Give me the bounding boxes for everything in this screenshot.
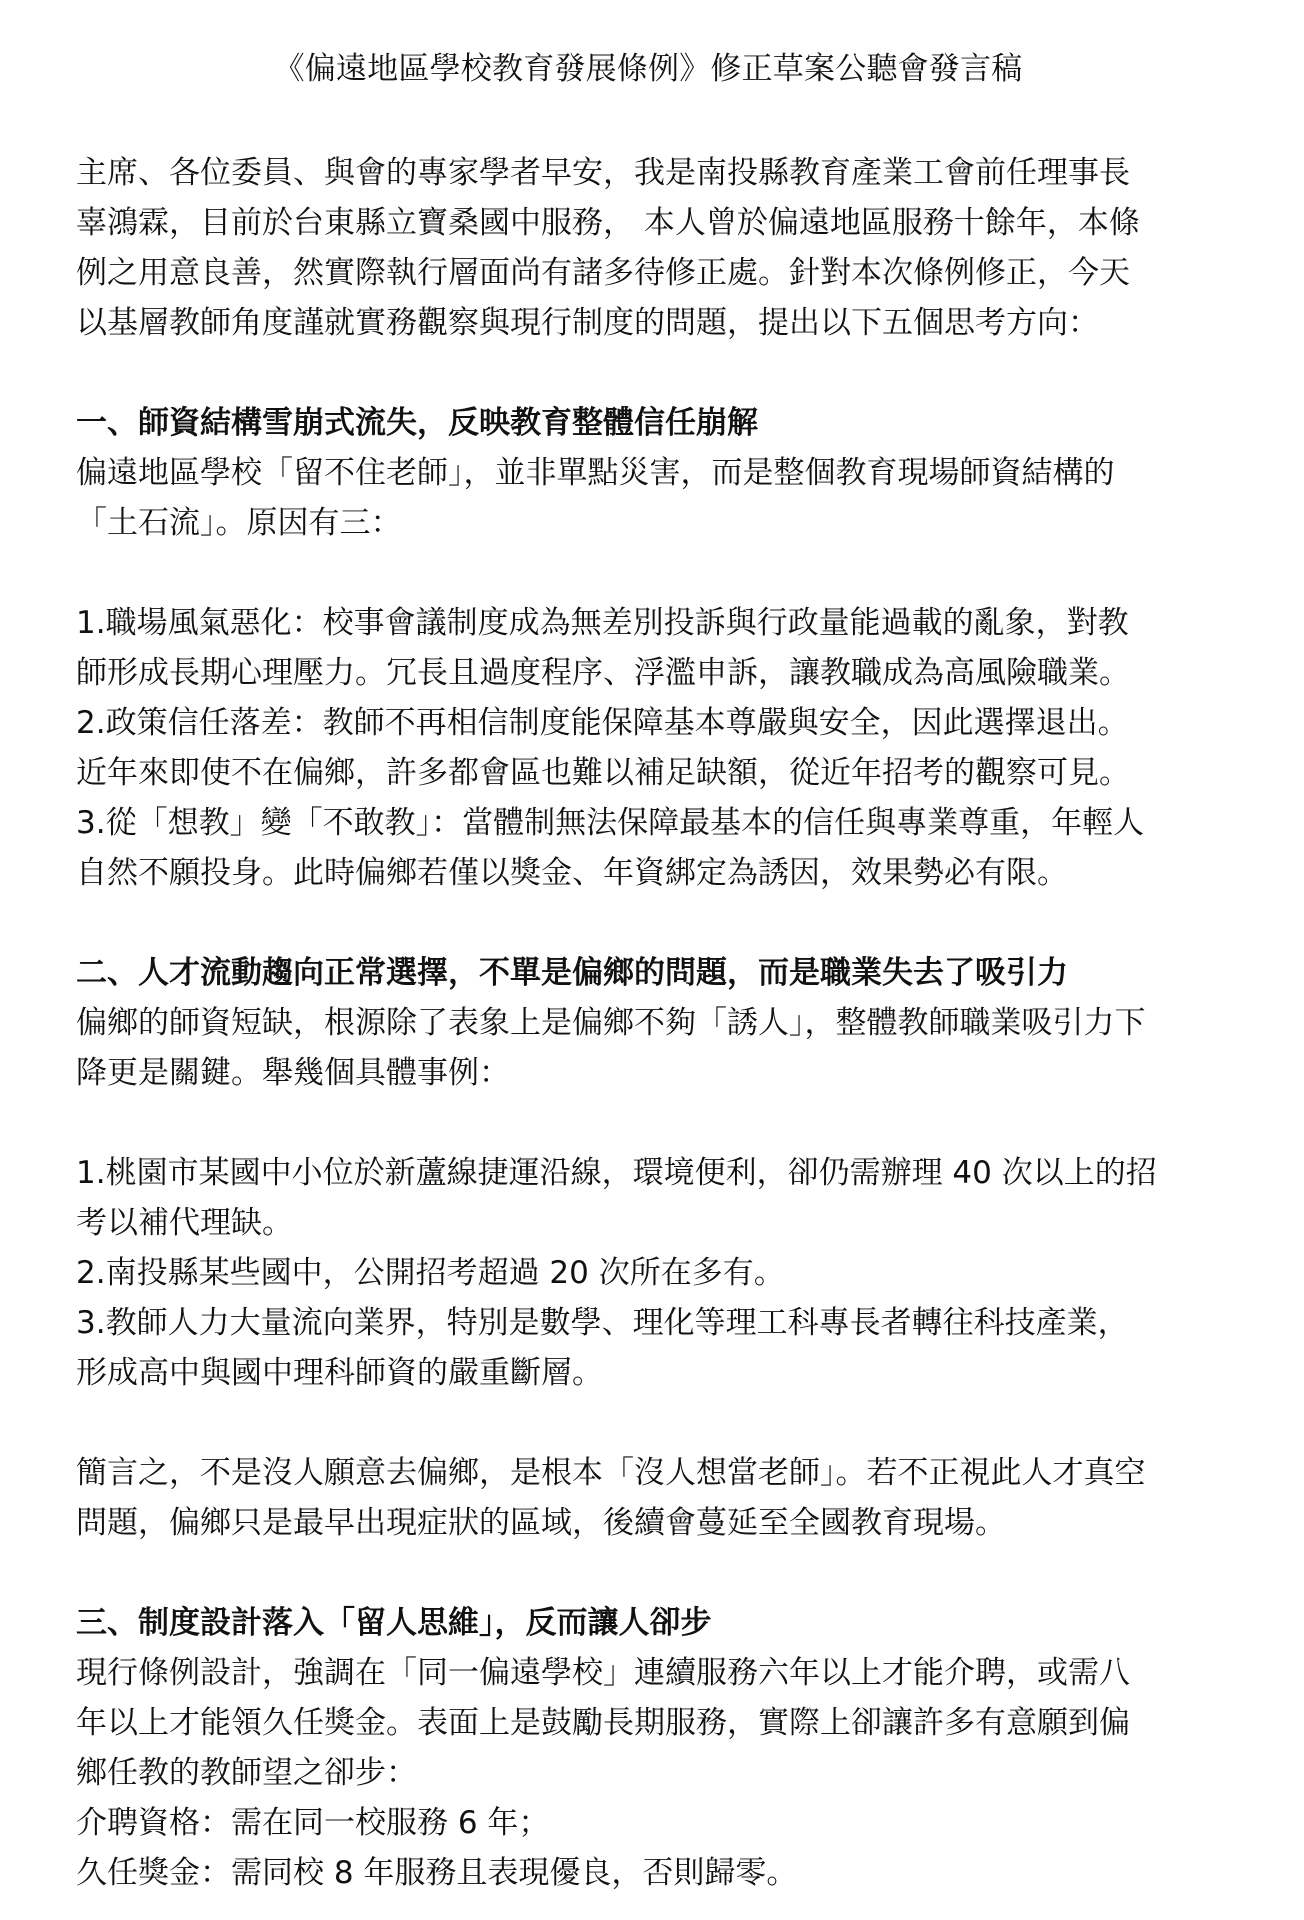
list-item: 3.從「想教」變「不敢教」：當體制無法保障最基本的信任與專業尊重，年輕人 [76,805,1145,841]
document-title: 《偏遠地區學校教育發展條例》修正草案公聽會發言稿 [273,51,1023,87]
list-item: 形成高中與國中理科師資的嚴重斷層。 [76,1355,603,1391]
text-line: 偏遠地區學校「留不住老師」，並非單點災害，而是整個教育現場師資結構的 [76,455,1115,491]
paragraph-spacer [76,1548,1220,1598]
text-line: 偏鄉的師資短缺，根源除了表象上是偏鄉不夠「誘人」，整體教師職業吸引力下 [76,1005,1146,1041]
intro-paragraph [76,148,1220,348]
paragraph-spacer [76,548,1220,598]
text-line: 鄉任教的教師望之卻步： [76,1755,417,1791]
text-line: 現行條例設計，強調在「同一偏遠學校」連續服務六年以上才能介聘，或需八 [76,1655,1130,1691]
list-item: 1.職場風氣惡化：校事會議制度成為無差別投訴與行政量能過載的亂象，對教 [76,605,1129,641]
list-item: 2.南投縣某些國中，公開招考超過 20 次所在多有。 [76,1255,785,1291]
paragraph-spacer [76,1098,1220,1148]
conclusion-line: 簡言之，不是沒人願意去偏鄉，是根本「沒人想當老師」。若不正視此人才真空 [76,1455,1146,1491]
paragraph-spacer [76,898,1220,948]
text-line: 辜鴻霖，目前於台東縣立寶桑國中服務， 本人曾於偏遠地區服務十餘年，本條 [76,205,1140,241]
section-heading: 三、制度設計落入「留人思維」，反而讓人卻步 [76,1605,712,1641]
text-line: 例之用意良善，然實際執行層面尚有諸多待修正處。針對本次條例修正，今天 [76,255,1130,291]
text-line: 主席、各位委員、與會的專家學者早安，我是南投縣教育產業工會前任理事長 [76,155,1130,191]
list-item: 自然不願投身。此時偏鄉若僅以獎金、年資綁定為誘因，效果勢必有限。 [76,855,1068,891]
list-item: 1.桃園市某國中小位於新蘆線捷運沿線，環境便利，卻仍需辦理 40 次以上的招 [76,1155,1157,1191]
text-line: 「土石流」。原因有三： [76,505,402,541]
text-line: 降更是關鍵。舉幾個具體事例： [76,1055,510,1091]
text-line: 年以上才能領久任獎金。表面上是鼓勵長期服務，實際上卻讓許多有意願到偏 [76,1705,1130,1741]
conclusion-line: 問題，偏鄉只是最早出現症狀的區域，後續會蔓延至全國教育現場。 [76,1505,1006,1541]
text-line: 以基層教師角度謹就實務觀察與現行制度的問題，提出以下五個思考方向： [76,305,1099,341]
list-item: 3.教師人力大量流向業界，特別是數學、理化等理工科專長者轉往科技產業， [76,1305,1129,1341]
text-line: 介聘資格：需在同一校服務 6 年； [76,1805,550,1841]
list-item: 近年來即使不在偏鄉，許多都會區也難以補足缺額，從近年招考的觀察可見。 [76,755,1130,791]
list-item: 2.政策信任落差：教師不再相信制度能保障基本尊嚴與安全，因此選擇退出。 [76,705,1129,741]
section-one [76,398,1220,898]
list-item: 師形成長期心理壓力。冗長且過度程序、浮濫申訴，讓教職成為高風險職業。 [76,655,1130,691]
section-two [76,948,1220,1548]
paragraph-spacer [76,1398,1220,1448]
section-heading: 二、人才流動趨向正常選擇，不單是偏鄉的問題，而是職業失去了吸引力 [76,955,1068,991]
section-three [76,1598,1220,1898]
text-line: 久任獎金：需同校 8 年服務且表現優良，否則歸零。 [76,1855,798,1891]
section-heading: 一、師資結構雪崩式流失，反映教育整體信任崩解 [76,405,758,441]
list-item: 考以補代理缺。 [76,1205,293,1241]
paragraph-spacer [76,348,1220,398]
